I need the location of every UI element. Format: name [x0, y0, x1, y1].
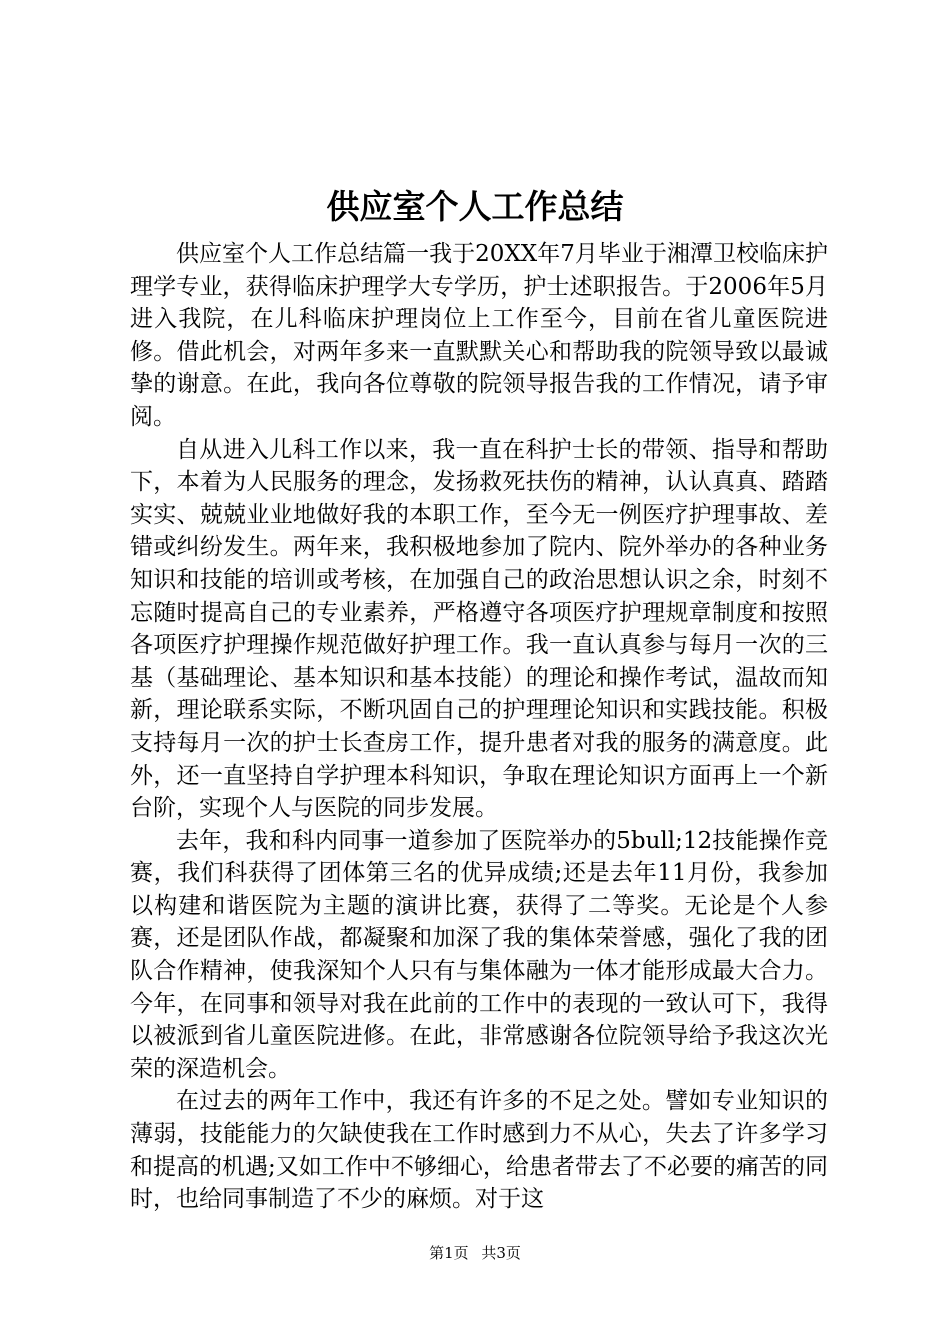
paragraph: 在过去的两年工作中，我还有许多的不足之处。譬如专业知识的薄弱，技能能力的欠缺使我在工作时感到力不从心，失去了许多学习和提高的机遇;又如工作中不够细心，给患者带去了不必要的痛苦的同时，也给同事制造了不少的麻烦。对于这 [130, 1088, 828, 1213]
document-body [130, 238, 828, 1216]
paragraph: 自从进入儿科工作以来，我一直在科护士长的带领、指导和帮助下，本着为人民服务的理念，发扬救死扶伤的精神，认认真真、踏踏实实、兢兢业业地做好我的本职工作，至今无一例医疗护理事故、差错或纠纷发生。两年来，我积极地参加了院内、院外举办的各种业务知识和技能的培训或考核，在加强自己的政治思想认识之余，时刻不忘随时提高自己的专业素养，严格遵守各项医疗护理规章制度和按照各项医疗护理操作规范做好护理工作。我一直认真参与每月一次的三基（基础理论、基本知识和基本技能）的理论和操作考试，温故而知新，理论联系实际，不断巩固自己的护理理论知识和实践技能。积极支持每月一次的护士长查房工作，提升患者对我的服务的满意度。此外，还一直坚持自学护理本科知识，争取在理论知识方面再上一个新台阶，实现个人与医院的同步发展。 [130, 436, 828, 822]
page-footer [0, 1243, 950, 1263]
document-title: 供应室个人工作总结 [326, 187, 624, 226]
page-total: 共3页 [481, 1244, 521, 1262]
paragraph: 去年，我和科内同事一道参加了医院举办的5bull;12技能操作竞赛，我们科获得了团体第三名的优异成绩;还是去年11月份，我参加以构建和谐医院为主题的演讲比赛，获得了二等奖。无论是个人参赛，还是团队作战，都凝聚和加深了我的集体荣誉感，强化了我的团队合作精神，使我深知个人只有与集体融为一体才能形成最大合力。今年，在同事和领导对我在此前的工作中的表现的一致认可下，我得以被派到省儿童医院进修。在此，非常感谢各位院领导给予我这次光荣的深造机会。 [130, 827, 828, 1082]
paragraph: 供应室个人工作总结篇一我于20XX年7月毕业于湘潭卫校临床护理学专业，获得临床护理学大专学历，护士述职报告。于2006年5月进入我院，在儿科临床护理岗位上工作至今，目前在省儿童医院进修。借此机会，对两年多来一直默默关心和帮助我的院领导致以最诚挚的谢意。在此，我向各位尊敬的院领导报告我的工作情况，请予审阅。 [130, 241, 828, 430]
page-number: 第1页 [429, 1244, 469, 1262]
